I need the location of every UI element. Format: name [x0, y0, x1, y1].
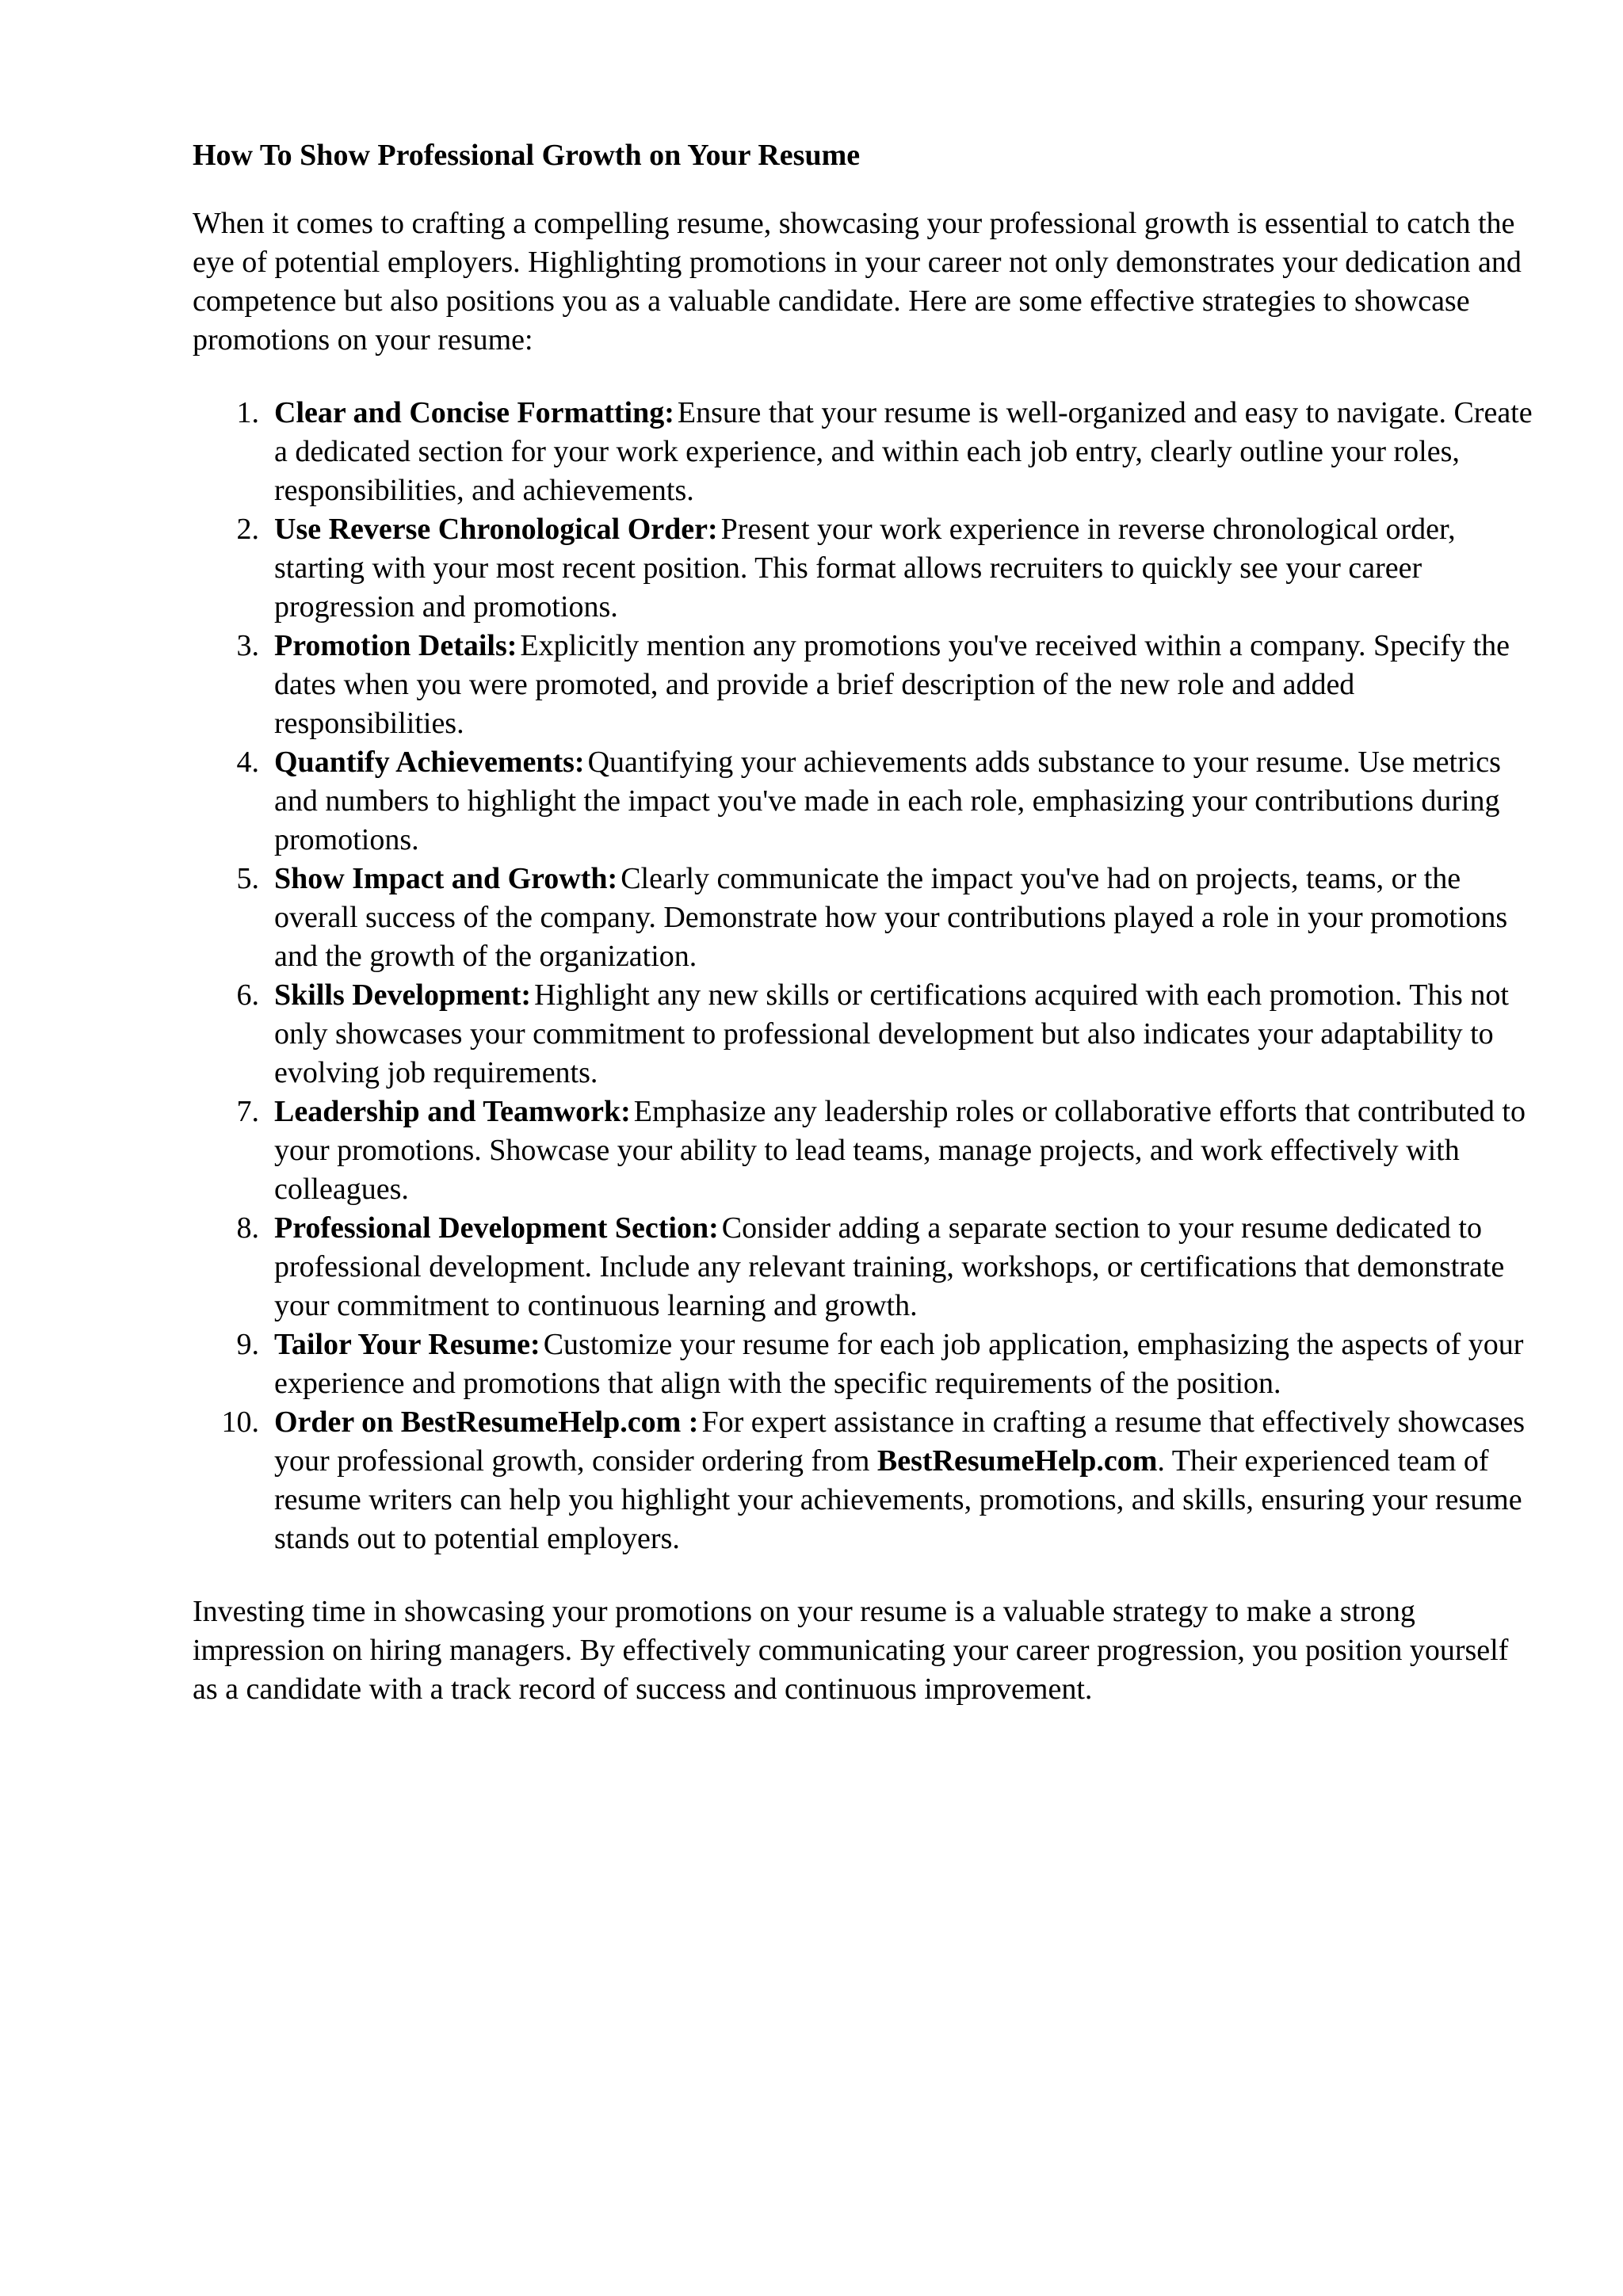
item-text: Ensure that your resume is well-organized and easy to navigate. Create a dedicated section for your work experience, and within each job entry, clearly outline your roles, responsibilities, and achievements. — [274, 396, 1533, 507]
item-heading: Tailor Your Resume: — [274, 1328, 540, 1361]
item-number: 10. — [221, 1405, 259, 1439]
item-number: 2. — [236, 513, 259, 546]
strategy-item — [193, 1209, 1540, 1325]
item-heading: Order on BestResumeHelp.com : — [274, 1405, 699, 1439]
strategy-item — [193, 976, 1540, 1093]
item-text: Customize your resume for each job application, emphasizing the aspects of your experience and promotions that align with the specific requirements of the position. — [274, 1328, 1524, 1400]
item-text: Clearly communicate the impact you've had on projects, teams, or the overall success of the company. Demonstrate how your contributions played a role in your promotions and the growth of the organization. — [274, 862, 1508, 973]
item-text: Explicitly mention any promotions you've received within a company. Specify the dates when you were promoted, and provide a brief description of the new role and added responsibilities. — [274, 629, 1510, 740]
item-heading: Clear and Concise Formatting: — [274, 396, 674, 429]
item-number: 9. — [236, 1328, 259, 1361]
strategy-item — [193, 743, 1540, 860]
item-number: 7. — [236, 1095, 259, 1128]
strategy-item — [193, 860, 1540, 976]
strategy-list — [193, 394, 1540, 1558]
item-text-before-link: For expert assistance in crafting a resume that effectively showcases your professional growth, consider ordering from — [274, 1405, 1526, 1478]
intro-paragraph: When it comes to crafting a compelling resume, showcasing your professional growth is essential to catch the eye of potential employers. Highlighting promotions in your career not only demonstrates your dedication and competence but also positions you as a valuable candidate. Here are some effective strategies to showcase promotions on your resume: — [193, 207, 1522, 357]
item-heading: Leadership and Teamwork: — [274, 1095, 631, 1128]
strategy-item — [193, 1093, 1540, 1209]
strategy-item — [193, 627, 1540, 743]
item-number: 8. — [236, 1211, 259, 1245]
document-content — [193, 136, 1540, 1709]
item-text: Quantifying your achievements adds substance to your resume. Use metrics and numbers to highlight the impact you've made in each role, emphasizing your contributions during promotions. — [274, 746, 1501, 856]
item-heading: Quantify Achievements: — [274, 746, 585, 779]
item-number: 1. — [236, 396, 259, 429]
item-number: 4. — [236, 746, 259, 779]
item-text: Present your work experience in reverse chronological order, starting with your most recent position. This format allows recruiters to quickly see your career progression and promotions. — [274, 513, 1456, 624]
item-heading: Professional Development Section: — [274, 1211, 719, 1245]
strategy-item — [193, 1325, 1540, 1403]
item-number: 6. — [236, 978, 259, 1012]
document-title: How To Show Professional Growth on Your Resume — [193, 139, 861, 172]
item-heading: Promotion Details: — [274, 629, 517, 662]
item-text-after-link: . Their experienced team of resume writers can help you highlight your achievements, promotions, and skills, ensuring your resume stands out to potential employers. — [274, 1444, 1522, 1555]
strategy-item — [193, 510, 1540, 627]
item-number: 3. — [236, 629, 259, 662]
strategy-item-order — [193, 1403, 1540, 1558]
item-heading: Show Impact and Growth: — [274, 862, 618, 895]
item-text: Consider adding a separate section to your resume dedicated to professional development. Include any relevant training, workshops, or certifications that demonstrate your commitment to continuous learning and growth. — [274, 1211, 1505, 1322]
strategy-item — [193, 394, 1540, 510]
item-heading: Skills Development: — [274, 978, 532, 1012]
conclusion-paragraph: Investing time in showcasing your promotions on your resume is a valuable strategy to make a strong impression on hiring managers. By effectively communicating your career progression, you position yourself as a candidate with a track record of success and continuous improvement. — [193, 1595, 1509, 1706]
item-text: Highlight any new skills or certifications acquired with each promotion. This not only showcases your commitment to professional development but also indicates your adaptability to evolving job requirements. — [274, 978, 1509, 1089]
item-heading: Use Reverse Chronological Order: — [274, 513, 718, 546]
bestresumehelp-link[interactable]: BestResumeHelp.com — [876, 1444, 1158, 1478]
item-number: 5. — [236, 862, 259, 895]
item-text: Emphasize any leadership roles or collaborative efforts that contributed to your promotions. Showcase your ability to lead teams, manage projects, and work effectively with colleagues. — [274, 1095, 1526, 1206]
